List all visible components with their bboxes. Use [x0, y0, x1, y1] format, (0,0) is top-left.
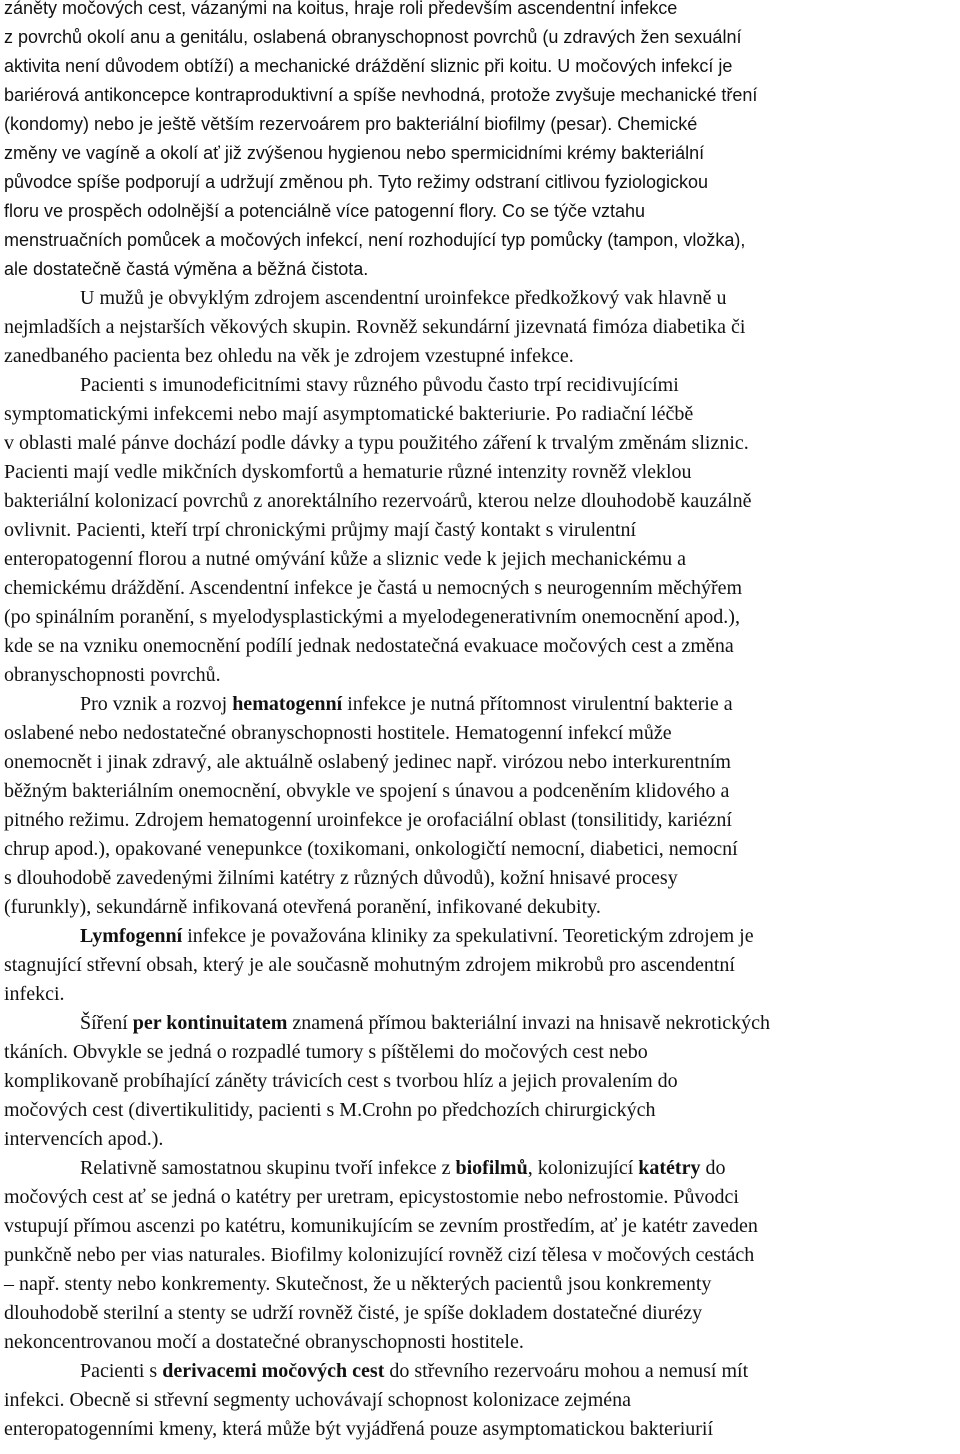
text-line: [4, 255, 960, 284]
text-line: [4, 1357, 960, 1386]
text-segment: ovlivnit. Pacienti, kteří trpí chronickými průjmy mají častý kontakt s virulentní: [4, 519, 637, 541]
text-line: [4, 719, 960, 748]
text-line: [4, 545, 960, 574]
text-line: [4, 1125, 960, 1154]
text-line: [4, 864, 960, 893]
text-segment: Pacienti s imunodeficitními stavy různého původu často trpí recidivujícími: [80, 374, 679, 396]
text-segment: pitného režimu. Zdrojem hematogenní uroinfekce je orofaciální oblast (tonsilitidy, kariézní: [4, 809, 732, 831]
text-segment: (furunkly), sekundárně infikovaná otevřená poranění, infikované dekubity.: [4, 896, 601, 918]
text-segment: Pacienti s: [80, 1360, 163, 1382]
text-segment: infekci. Obecně si střevní segmenty uchovávají schopnost kolonizace zejména: [4, 1389, 632, 1411]
text-segment: infekci.: [4, 983, 65, 1005]
text-line: [4, 284, 960, 313]
text-line: [4, 458, 960, 487]
text-segment: močových cest ať se jedná o katétry per uretram, epicystostomie nebo nefrostomie. Původci: [4, 1186, 739, 1208]
text-line: [4, 632, 960, 661]
text-line: [4, 342, 960, 371]
text-segment: nejmladších a nejstarších věkových skupin. Rovněž sekundární jizevnatá fimóza diabetika či: [4, 316, 746, 338]
text-segment: enteropatogenní florou a nutné omývání kůže a sliznic vede k jejich mechanickému a: [4, 548, 686, 570]
text-segment: chemickému dráždění. Ascendentní infekce je častá u nemocných s neurogenním měchýřem: [4, 577, 743, 599]
text-segment: komplikovaně probíhající záněty trávicích cest s tvorbou hlíz a jejich provalením do: [4, 1070, 678, 1092]
text-segment: enteropatogenními kmeny, která může být vyjádřená pouze asymptomatickou bakteriurií: [4, 1418, 714, 1440]
text-line: [4, 197, 960, 226]
text-segment: tkáních. Obvykle se jedná o rozpadlé tumory s píštělemi do močových cest nebo: [4, 1041, 648, 1063]
text-segment: U mužů je obvyklým zdrojem ascendentní uroinfekce předkožkový vak hlavně u: [80, 287, 727, 309]
text-segment: původce spíše podporují a udržují změnou ph. Tyto režimy odstraní citlivou fyziologickou: [4, 172, 709, 192]
text-line: [4, 23, 960, 52]
text-segment: – např. stenty nebo konkrementy. Skutečnost, že u některých pacientů jsou konkrementy: [4, 1273, 712, 1295]
text-segment: kde se na vzniku onemocnění podílí jednak nedostatečná evakuace močových cest a změna: [4, 635, 734, 657]
text-segment: (po spinálním poranění, s myelodysplastickými a myelodegenerativním onemocnění apod.),: [4, 606, 740, 628]
text-segment: dlouhodobě sterilní a stenty se udrží rovněž čisté, je spíše dokladem dostatečné diurézy: [4, 1302, 703, 1324]
text-segment: zanedbaného pacienta bez ohledu na věk je zdrojem vzestupné infekce.: [4, 345, 574, 367]
text-line: [4, 1270, 960, 1299]
text-segment: změny ve vagíně a okolí ať již zvýšenou hygienou nebo spermicidními krémy bakteriální: [4, 143, 705, 163]
text-segment: do: [700, 1157, 726, 1179]
text-segment: menstruačních pomůcek a močových infekcí, není rozhodující typ pomůcky (tampon, vložka),: [4, 230, 746, 250]
bold-term: biofilmů: [455, 1157, 528, 1179]
text-line: [4, 226, 960, 255]
text-line: [4, 1386, 960, 1415]
text-line: [4, 400, 960, 429]
text-line: [4, 110, 960, 139]
text-line: [4, 748, 960, 777]
text-segment: obranyschopnosti povrchů.: [4, 664, 221, 686]
text-line: [4, 690, 960, 719]
bold-term: derivacemi močových cest: [162, 1360, 385, 1382]
text-line: [4, 1328, 960, 1357]
text-segment: onemocnět i jinak zdravý, ale aktuálně oslabený jedinec např. virózou nebo interkurentním: [4, 751, 731, 773]
text-line: [4, 487, 960, 516]
text-segment: v oblasti malé pánve dochází podle dávky a typu použitého záření k trvalým změnám sliznic.: [4, 432, 749, 454]
bold-term: Lymfogenní: [80, 925, 183, 947]
text-segment: záněty močových cest, vázanými na koitus, hraje roli především ascendentní infekce: [4, 0, 678, 18]
text-line: [4, 893, 960, 922]
text-line: [4, 1415, 960, 1444]
text-line: [4, 429, 960, 458]
text-segment: vstupují přímou ascenzi po katétru, komunikujícím se zevním prostředím, ať je katétr zaveden: [4, 1215, 758, 1237]
text-segment: oslabené nebo nedostatečné obranyschopnosti hostitele. Hematogenní infekcí může: [4, 722, 672, 744]
text-line: [4, 980, 960, 1009]
text-line: [4, 0, 960, 23]
text-segment: chrup apod.), opakované venepunkce (toxikomani, onkologičtí nemocní, diabetici, nemocní: [4, 838, 738, 860]
text-segment: infekce je považována kliniky za spekulativní. Teoretickým zdrojem je: [182, 925, 754, 947]
text-segment: do střevního rezervoáru mohou a nemusí mít: [384, 1360, 749, 1382]
text-line: [4, 951, 960, 980]
text-segment: bakteriální kolonizací povrchů z anorektálního rezervoárů, kterou nelze dlouhodobě kauzálně: [4, 490, 752, 512]
text-line: [4, 516, 960, 545]
text-line: [4, 313, 960, 342]
text-segment: intervencích apod.).: [4, 1128, 164, 1150]
text-line: [4, 1212, 960, 1241]
text-line: [4, 574, 960, 603]
text-segment: infekce je nutná přítomnost virulentní bakterie a: [342, 693, 733, 715]
text-segment: , kolonizující: [527, 1157, 639, 1179]
text-line: [4, 1154, 960, 1183]
text-line: [4, 81, 960, 110]
text-line: [4, 661, 960, 690]
text-segment: z povrchů okolí anu a genitálu, oslabená obranyschopnost povrchů (u zdravých žen sexuální: [4, 27, 742, 47]
text-segment: znamená přímou bakteriální invazi na hnisavě nekrotických: [287, 1012, 771, 1034]
text-line: [4, 835, 960, 864]
text-line: [4, 603, 960, 632]
text-line: [4, 139, 960, 168]
text-line: [4, 1038, 960, 1067]
bold-term: per kontinuitatem: [132, 1012, 288, 1034]
text-segment: močových cest (divertikulitidy, pacienti s M.Crohn po předchozích chirurgických: [4, 1099, 656, 1121]
text-segment: Pro vznik a rozvoj: [80, 693, 233, 715]
text-segment: s dlouhodobě zavedenými žilními katétry z různých důvodů), kožní hnisavé procesy: [4, 867, 678, 889]
text-line: [4, 371, 960, 400]
text-segment: nekoncentrovanou močí a dostatečné obranyschopnosti hostitele.: [4, 1331, 524, 1353]
text-line: [4, 52, 960, 81]
document-page: [4, 0, 960, 1444]
text-segment: ale dostatečně častá výměna a běžná čistota.: [4, 259, 369, 279]
text-segment: Šíření: [80, 1012, 133, 1034]
text-segment: bariérová antikoncepce kontraproduktivní a spíše nevhodná, protože zvyšuje mechanické tření: [4, 85, 758, 105]
text-line: [4, 922, 960, 951]
text-line: [4, 1299, 960, 1328]
text-line: [4, 1096, 960, 1125]
text-segment: Pacienti mají vedle mikčních dyskomfortů a hematurie různé intenzity rovněž vleklou: [4, 461, 692, 483]
text-segment: punkčně nebo per vias naturales. Biofilmy kolonizující rovněž cizí tělesa v močových cestách: [4, 1244, 755, 1266]
text-segment: symptomatickými infekcemi nebo mají asymptomatické bakteriurie. Po radiační léčbě: [4, 403, 694, 425]
bold-term: hematogenní: [232, 693, 343, 715]
text-line: [4, 1241, 960, 1270]
text-line: [4, 1009, 960, 1038]
text-line: [4, 777, 960, 806]
text-segment: stagnující střevní obsah, který je ale současně mohutným zdrojem mikrobů pro ascendentní: [4, 954, 735, 976]
text-segment: běžným bakteriálním onemocnění, obvykle ve spojení s únavou a podceněním klidového a: [4, 780, 730, 802]
text-line: [4, 806, 960, 835]
text-line: [4, 1183, 960, 1212]
bold-term: katétry: [638, 1157, 701, 1179]
text-segment: Relativně samostatnou skupinu tvoří infekce z: [80, 1157, 456, 1179]
text-segment: aktivita není důvodem obtíží) a mechanické dráždění sliznic při koitu. U močových infekcí je: [4, 56, 733, 76]
text-segment: (kondomy) nebo je ještě větším rezervoárem pro bakteriální biofilmy (pesar). Chemické: [4, 114, 698, 134]
text-segment: floru ve prospěch odolnější a potenciálně více patogenní flory. Co se týče vztahu: [4, 201, 646, 221]
text-line: [4, 168, 960, 197]
text-line: [4, 1067, 960, 1096]
